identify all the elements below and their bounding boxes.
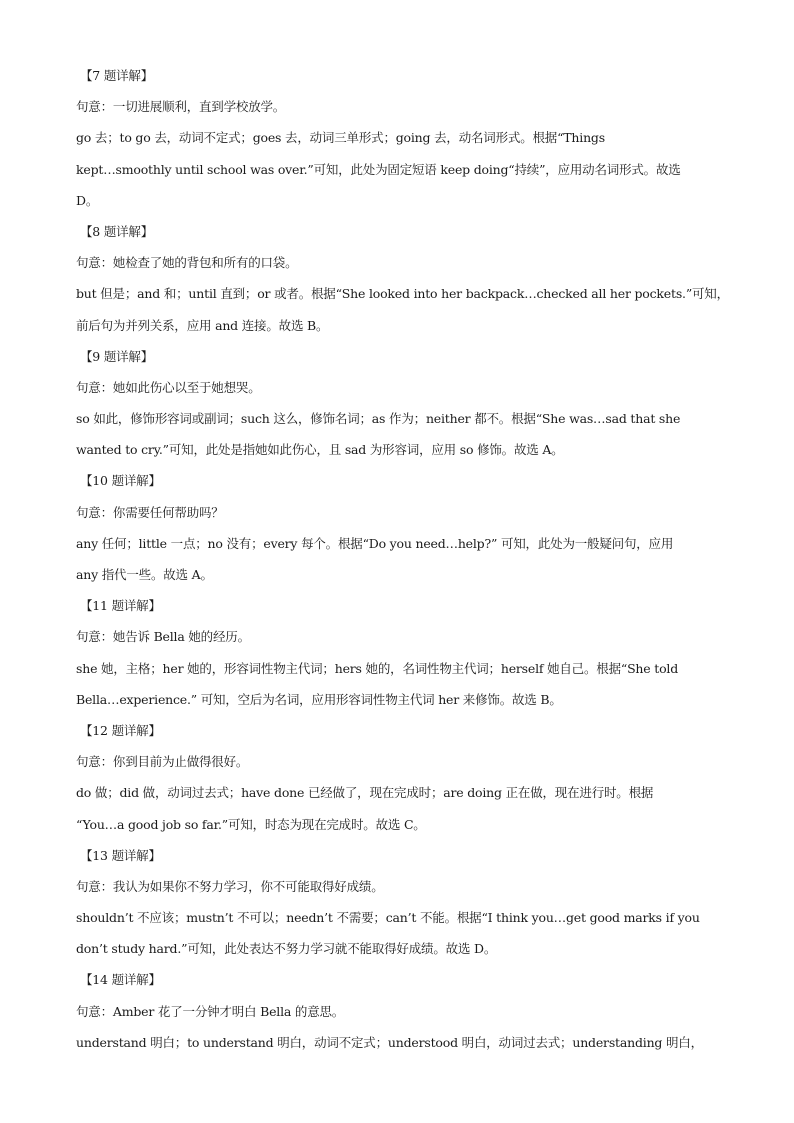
explanation-line: Bella…experience.” 可知，空后为名词，应用形容词性物主代词 her 来修饰。故选 B。 — [76, 691, 562, 707]
explanation-line: 句意：她检查了她的背包和所有的口袋。 — [76, 255, 298, 271]
question-heading: 【13 题详解】 — [80, 847, 161, 863]
explanation-line: 句意：一切进展顺利，直到学校放学。 — [76, 99, 286, 115]
explanation-line: 句意：我认为如果你不努力学习，你不可能取得好成绩。 — [76, 878, 384, 894]
question-heading: 【8 题详解】 — [80, 223, 154, 239]
question-heading: 【7 题详解】 — [80, 68, 154, 83]
explanation-line: do 做；did 做，动词过去式；have done 已经做了，现在完成时；are doing 正在做，现在进行时。根据 — [76, 785, 654, 801]
explanation-line: kept…smoothly until school was over.”可知，此处为固定短语 keep doing“持续”，应用动名词形式。故选 — [76, 161, 681, 177]
explanation-line: 句意：她告诉 Bella 她的经历。 — [76, 629, 250, 645]
explanation-line: 句意：你到目前为止做得很好。 — [76, 754, 249, 770]
question-heading: 【11 题详解】 — [80, 598, 161, 614]
question-heading: 【12 题详解】 — [80, 722, 161, 738]
explanation-line: “You…a good job so far.”可知，时态为现在完成时。故选 C。 — [76, 816, 426, 832]
explanation-line: but 但是；and 和；until 直到；or 或者。根据“She looked into her backpack…checked all her pockets.”可知， — [76, 286, 729, 302]
explanation-line: 句意：Amber 花了一分钟才明白 Bella 的意思。 — [76, 1003, 345, 1019]
explanation-line: wanted to cry.”可知，此处是指她如此伤心，且 sad 为形容词，应用 so 修饰。故选 A。 — [76, 442, 564, 458]
explanation-line: 前后句为并列关系，应用 and 连接。故选 B。 — [76, 317, 329, 333]
explanation-line: go 去；to go 去，动词不定式；goes 去，动词三单形式；going 去，动名词形式。根据“Things — [76, 130, 605, 146]
explanation-line: don’t study hard.”可知，此处表达不努力学习就不能取得好成绩。故选 D。 — [76, 941, 497, 957]
question-heading: 【10 题详解】 — [80, 473, 161, 489]
explanation-line: 句意：她如此伤心以至于她想哭。 — [76, 379, 261, 395]
explanation-line: shouldn’t 不应该；mustn’t 不可以；needn’t 不需要；can’t 不能。根据“I think you…get good marks if you — [76, 910, 700, 926]
document-page — [76, 60, 729, 1058]
question-heading: 【14 题详解】 — [80, 972, 161, 988]
explanation-line: any 指代一些。故选 A。 — [76, 567, 213, 582]
question-heading: 【9 题详解】 — [80, 348, 154, 364]
explanation-line: 句意：你需要任何帮助吗？ — [76, 504, 224, 520]
explanation-line: so 如此，修饰形容词或副词；such 这么，修饰名词；as 作为；neither 都不。根据“She was…sad that she — [76, 411, 681, 427]
explanation-line: understand 明白；to understand 明白，动词不定式；understood 明白，动词过去式；understanding 明白， — [76, 1034, 703, 1050]
explanation-line: any 任何；little 一点；no 没有；every 每个。根据“Do you need…help?” 可知，此处为一般疑问句，应用 — [76, 535, 674, 551]
explanation-line: she 她，主格；her 她的，形容词性物主代词；hers 她的，名词性物主代词；herself 她自己。根据“She told — [76, 660, 679, 676]
explanation-line: D。 — [76, 192, 99, 208]
